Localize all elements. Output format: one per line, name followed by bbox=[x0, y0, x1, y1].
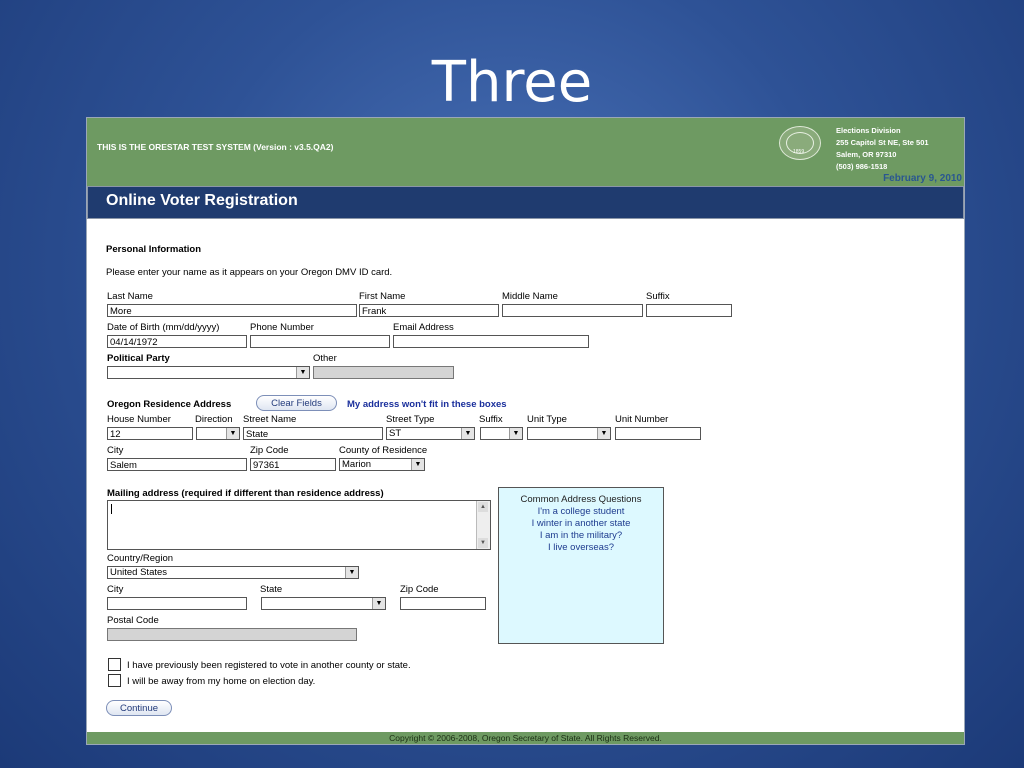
chevron-down-icon: ▼ bbox=[509, 428, 522, 439]
residence-zip-label: Zip Code bbox=[250, 445, 289, 456]
question-link[interactable]: I am in the military? bbox=[539, 530, 623, 541]
away-election-day-checkbox[interactable] bbox=[108, 674, 121, 687]
chevron-down-icon: ▼ bbox=[345, 567, 358, 578]
suffix-field[interactable] bbox=[646, 304, 732, 317]
unit-type-select[interactable] bbox=[527, 427, 611, 440]
last-name-label: Last Name bbox=[107, 291, 153, 302]
postal-code-field bbox=[107, 628, 357, 641]
residence-zip-field[interactable]: 97361 bbox=[250, 458, 336, 471]
direction-label: Direction bbox=[195, 414, 233, 425]
previously-registered-checkbox[interactable] bbox=[108, 658, 121, 671]
residence-address-heading: Oregon Residence Address bbox=[107, 399, 232, 410]
page-title: Online Voter Registration bbox=[106, 192, 298, 209]
county-select[interactable] bbox=[339, 458, 425, 471]
mailing-address-heading: Mailing address (required if different than residence address) bbox=[107, 488, 384, 499]
unit-number-field[interactable] bbox=[615, 427, 701, 440]
mailing-address-textarea[interactable] bbox=[107, 500, 491, 550]
county-label: County of Residence bbox=[339, 445, 428, 456]
residence-city-field[interactable]: Salem bbox=[107, 458, 247, 471]
textarea-scrollbar[interactable] bbox=[476, 501, 490, 549]
away-election-day-label: I will be away from my home on election day. bbox=[127, 676, 316, 687]
mailing-zip-field[interactable] bbox=[400, 597, 486, 610]
address-line: (503) 986-1518 bbox=[836, 162, 888, 171]
chevron-down-icon: ▼ bbox=[597, 428, 610, 439]
text-cursor bbox=[111, 504, 112, 514]
scroll-up-icon[interactable]: ▲ bbox=[478, 502, 488, 512]
dob-label: Date of Birth (mm/dd/yyyy) bbox=[107, 322, 220, 333]
chevron-down-icon: ▼ bbox=[411, 459, 424, 470]
middle-name-field[interactable] bbox=[502, 304, 643, 317]
street-name-field[interactable]: State bbox=[243, 427, 383, 440]
phone-label: Phone Number bbox=[250, 322, 314, 333]
street-name-label: Street Name bbox=[243, 414, 297, 425]
country-value: United States bbox=[110, 567, 168, 578]
mailing-city-label: City bbox=[107, 584, 124, 595]
email-field[interactable] bbox=[393, 335, 589, 348]
oregon-state-seal-icon bbox=[779, 126, 821, 160]
street-suffix-label: Suffix bbox=[479, 414, 503, 425]
first-name-label: First Name bbox=[359, 291, 406, 302]
test-system-notice: THIS IS THE ORESTAR TEST SYSTEM (Version : v3.5.QA2) bbox=[97, 142, 334, 152]
street-type-value: ST bbox=[389, 428, 402, 439]
seal-year: 1859 bbox=[793, 149, 805, 155]
chevron-down-icon: ▼ bbox=[296, 367, 309, 378]
street-suffix-select[interactable] bbox=[480, 427, 523, 440]
scroll-down-icon[interactable]: ▼ bbox=[478, 538, 488, 548]
country-select[interactable] bbox=[107, 566, 359, 579]
question-link[interactable]: I'm a college student bbox=[537, 506, 625, 517]
residence-city-label: City bbox=[107, 445, 124, 456]
previously-registered-label: I have previously been registered to vote in another county or state. bbox=[127, 660, 411, 671]
question-link[interactable]: I winter in another state bbox=[531, 518, 631, 529]
mailing-zip-label: Zip Code bbox=[400, 584, 439, 595]
dob-field[interactable]: 04/14/1972 bbox=[107, 335, 247, 348]
common-address-questions-box bbox=[498, 487, 664, 644]
continue-button[interactable]: Continue bbox=[106, 700, 172, 716]
street-type-select[interactable] bbox=[386, 427, 475, 440]
other-party-field bbox=[313, 366, 454, 379]
page-title-bar bbox=[87, 186, 964, 219]
unit-type-label: Unit Type bbox=[527, 414, 567, 425]
clear-fields-button[interactable]: Clear Fields bbox=[256, 395, 337, 411]
first-name-field[interactable]: Frank bbox=[359, 304, 499, 317]
site-banner bbox=[87, 118, 964, 186]
direction-select[interactable] bbox=[196, 427, 240, 440]
phone-field[interactable] bbox=[250, 335, 390, 348]
mailing-city-field[interactable] bbox=[107, 597, 247, 610]
email-label: Email Address bbox=[393, 322, 454, 333]
middle-name-label: Middle Name bbox=[502, 291, 558, 302]
question-link[interactable]: I live overseas? bbox=[547, 542, 614, 553]
chevron-down-icon: ▼ bbox=[226, 428, 239, 439]
street-type-label: Street Type bbox=[386, 414, 435, 425]
unit-number-label: Unit Number bbox=[615, 414, 669, 425]
postal-code-label: Postal Code bbox=[107, 615, 159, 626]
copyright-footer: Copyright © 2006-2008, Oregon Secretary of State. All Rights Reserved. bbox=[87, 732, 964, 744]
chevron-down-icon: ▼ bbox=[372, 598, 385, 609]
slide-title: Three bbox=[431, 50, 593, 115]
mailing-state-label: State bbox=[260, 584, 283, 595]
house-number-field[interactable]: 12 bbox=[107, 427, 193, 440]
address-wont-fit-link[interactable]: My address won't fit in these boxes bbox=[347, 399, 507, 410]
mailing-state-select[interactable] bbox=[261, 597, 386, 610]
chevron-down-icon: ▼ bbox=[461, 428, 474, 439]
address-line: Salem, OR 97310 bbox=[836, 150, 897, 159]
address-line: 255 Capitol St NE, Ste 501 bbox=[836, 138, 929, 147]
house-number-label: House Number bbox=[107, 414, 171, 425]
political-party-select[interactable] bbox=[107, 366, 310, 379]
questions-heading: Common Address Questions bbox=[520, 494, 642, 505]
county-value: Marion bbox=[342, 459, 372, 470]
address-line: Elections Division bbox=[836, 126, 901, 135]
last-name-field[interactable]: More bbox=[107, 304, 357, 317]
country-label: Country/Region bbox=[107, 553, 174, 564]
political-party-label: Political Party bbox=[107, 353, 170, 364]
suffix-label: Suffix bbox=[646, 291, 670, 302]
browser-screenshot bbox=[86, 117, 965, 745]
banner-date: February 9, 2010 bbox=[883, 173, 962, 184]
other-party-label: Other bbox=[313, 353, 337, 364]
elections-division-address bbox=[836, 125, 929, 173]
name-instruction: Please enter your name as it appears on your Oregon DMV ID card. bbox=[106, 267, 393, 278]
personal-info-heading: Personal Information bbox=[106, 244, 202, 255]
